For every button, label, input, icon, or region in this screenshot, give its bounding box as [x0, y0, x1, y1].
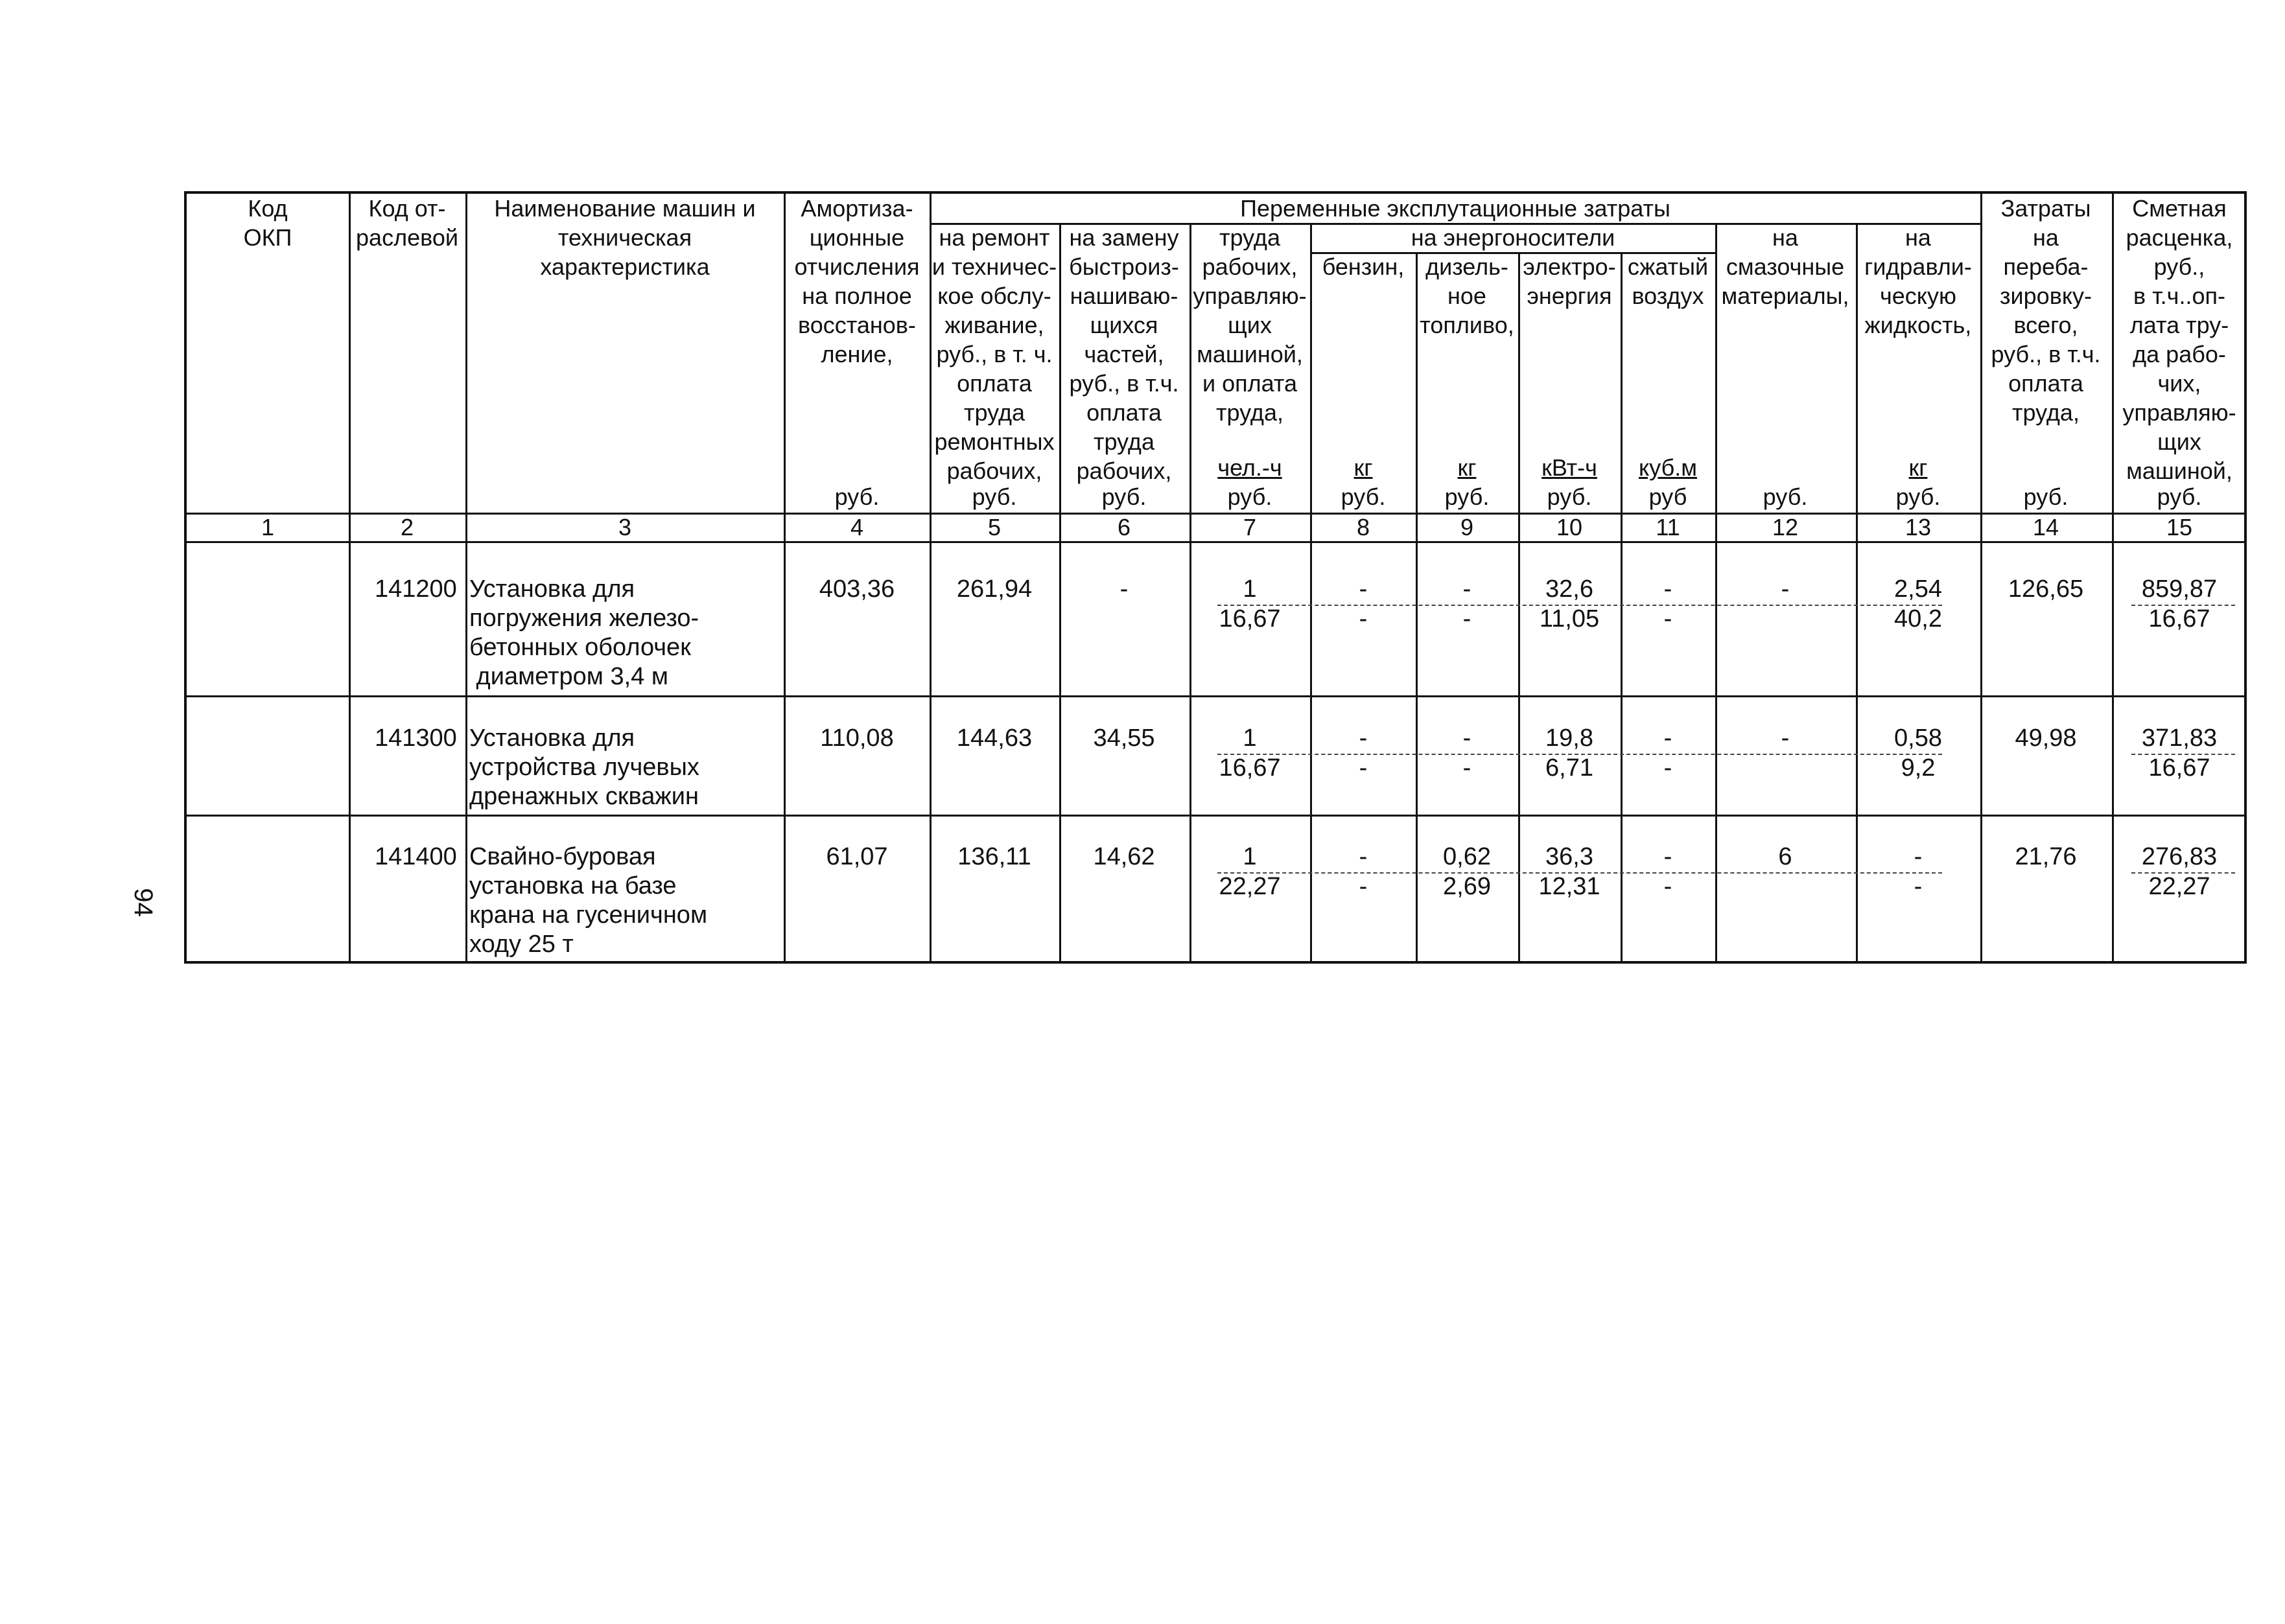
- header-hydraulic-unit: руб.: [1895, 483, 1941, 510]
- fraction-line: [1217, 605, 1942, 606]
- column-number: 11: [1656, 514, 1680, 540]
- row-diesel-kg: -: [1462, 725, 1471, 752]
- row-electricity-rub: 11,05: [1539, 605, 1600, 632]
- row-petrol-kg: -: [1359, 843, 1368, 870]
- row-petrol-kg: -: [1359, 725, 1368, 752]
- header-machine-name: Наименование машин и техническая характеристика: [494, 195, 756, 280]
- header-repair: на ремонт и техничес- кое обслу- живание, руб., в т. ч. оплата труда ремонтных рабочих,: [932, 224, 1057, 484]
- header-estimate-unit: руб.: [2157, 483, 2202, 510]
- column-number: 7: [1243, 514, 1257, 540]
- row-estimate-total: 276,83: [2141, 843, 2218, 870]
- row-electricity-kwh: 36,3: [1545, 843, 1593, 870]
- row-hydraulic-kg: -: [1914, 843, 1923, 870]
- header-labor-unit-top: чел.-ч: [1217, 454, 1282, 481]
- col-line: [930, 194, 932, 964]
- fraction-line: [1217, 754, 1942, 755]
- header-labor: труда рабочих, управляю- щих машиной, и оплата труда,: [1193, 224, 1307, 426]
- row-hydraulic-rub: 40,2: [1894, 605, 1942, 632]
- row-labor-rub: 16,67: [1219, 754, 1281, 782]
- row-estimate-labor: 22,27: [2148, 873, 2210, 900]
- row-transfer: 21,76: [2015, 843, 2077, 870]
- row-estimate-total: 859,87: [2141, 575, 2218, 603]
- column-number: 9: [1460, 514, 1474, 540]
- header-hydraulic-unit-top: кг: [1908, 454, 1928, 481]
- col-line: [465, 194, 467, 964]
- column-number: 6: [1117, 514, 1131, 540]
- row-lubricants: 6: [1778, 843, 1792, 870]
- header-okp: Код ОКП: [243, 195, 292, 251]
- row-electricity-rub: 12,31: [1538, 873, 1600, 900]
- header-parts: на замену быстроиз- нашиваю- щихся частей, руб., в т.ч. оплата труда рабочих,: [1069, 224, 1179, 484]
- row-hydraulic-rub: 9,2: [1901, 754, 1936, 782]
- header-electricity-unit: руб.: [1547, 483, 1592, 510]
- column-number: 3: [618, 514, 632, 540]
- row-petrol-rub: -: [1359, 605, 1368, 632]
- row-hydraulic-kg: 2,54: [1894, 575, 1942, 603]
- row-code: 141300: [375, 725, 457, 752]
- header-hydraulic: на гидравли- ческую жидкость,: [1864, 224, 1972, 338]
- row-estimate-total: 371,83: [2141, 725, 2218, 752]
- header-air-unit-top: куб.м: [1639, 454, 1697, 481]
- row-repair: 261,94: [956, 575, 1033, 603]
- col-line: [1416, 252, 1418, 964]
- fraction-line: [2131, 872, 2235, 874]
- col-line: [1980, 194, 1982, 964]
- row-transfer: 126,65: [2008, 575, 2084, 603]
- row-amortization: 403,36: [819, 575, 895, 603]
- row-repair: 136,11: [957, 843, 1031, 870]
- row-lubricants: -: [1781, 575, 1790, 603]
- row-air-rub: -: [1663, 605, 1672, 632]
- header-lubricants: на смазочные материалы,: [1721, 224, 1849, 309]
- header-branch-code: Код от- раслевой: [356, 195, 458, 251]
- numbers-bottom-line: [187, 541, 2247, 543]
- row-air-rub: -: [1663, 873, 1672, 900]
- col-line: [1518, 252, 1520, 964]
- column-number: 5: [987, 514, 1002, 540]
- row-petrol-rub: -: [1359, 873, 1368, 900]
- header-transfer-unit: руб.: [2023, 483, 2068, 510]
- row-hydraulic-kg: 0,58: [1894, 725, 1942, 752]
- row-diesel-rub: 2,69: [1443, 873, 1491, 900]
- fraction-line: [1217, 872, 1942, 874]
- row-diesel-kg: -: [1462, 575, 1471, 603]
- row-machine-name: Установка для погружения железо- бетонных оболочек диаметром 3,4 м: [469, 575, 699, 690]
- col-line: [1856, 223, 1858, 964]
- row-lubricants: -: [1781, 725, 1790, 752]
- row-air-m3: -: [1663, 575, 1672, 603]
- column-number: 4: [850, 514, 864, 540]
- row-air-m3: -: [1663, 725, 1672, 752]
- col-line: [1189, 223, 1191, 964]
- row-divider: [187, 815, 2247, 817]
- header-electricity: электро- энергия: [1523, 253, 1616, 309]
- header-labor-unit: руб.: [1227, 483, 1272, 510]
- column-number: 2: [400, 514, 414, 540]
- row-diesel-rub: -: [1462, 754, 1471, 782]
- row-transfer: 49,98: [2015, 725, 2077, 752]
- col-line: [1310, 223, 1312, 964]
- row-parts: -: [1119, 575, 1129, 603]
- row-machine-name: Установка для устройства лучевых дренажных скважин: [469, 725, 699, 810]
- col-line: [1059, 223, 1061, 964]
- col-line: [1715, 223, 1717, 964]
- header-air: сжатый воздух: [1627, 253, 1709, 309]
- column-number: 8: [1356, 514, 1370, 540]
- row-parts: 14,62: [1093, 843, 1155, 870]
- column-number: 1: [261, 514, 275, 540]
- header-petrol-unit: руб.: [1341, 483, 1386, 510]
- machine-cost-table: [184, 191, 2247, 964]
- col-line: [784, 194, 786, 964]
- header-electricity-unit-top: кВт-ч: [1541, 454, 1597, 481]
- fraction-line: [2131, 605, 2235, 606]
- row-hydraulic-rub: -: [1914, 873, 1923, 900]
- row-electricity-rub: 6,71: [1545, 754, 1593, 782]
- header-petrol-unit-top: кг: [1353, 454, 1373, 481]
- header-transfer: Затраты на переба- зировку- всего, руб., в т.ч. оплата труда,: [1991, 195, 2101, 426]
- row-electricity-kwh: 19,8: [1545, 725, 1593, 752]
- row-code: 141200: [375, 575, 457, 603]
- header-lubricants-unit: руб.: [1763, 483, 1808, 510]
- fraction-line: [2131, 754, 2235, 755]
- header-diesel: дизель- ное топливо,: [1420, 253, 1514, 338]
- row-estimate-labor: 16,67: [2148, 754, 2210, 782]
- header-estimate: Сметная расценка, руб., в т.ч..оп- лата тру- да рабо- чих, управляю- щих машиной,: [2122, 195, 2236, 484]
- row-labor-rub: 16,67: [1219, 605, 1281, 632]
- row-petrol-rub: -: [1359, 754, 1368, 782]
- header-amortization-unit: руб.: [834, 483, 880, 510]
- row-diesel-rub: -: [1462, 605, 1471, 632]
- row-petrol-kg: -: [1359, 575, 1368, 603]
- header-variable-costs: Переменные эксплутационные затраты: [1240, 195, 1670, 222]
- row-parts: 34,55: [1093, 725, 1155, 752]
- row-amortization: 61,07: [826, 843, 888, 870]
- header-bottom-line: [187, 513, 2247, 515]
- column-number: 15: [2166, 514, 2193, 540]
- row-air-m3: -: [1663, 843, 1672, 870]
- row-labor-hours: 1: [1243, 725, 1257, 752]
- row-amortization: 110,08: [820, 725, 894, 752]
- column-number: 13: [1904, 514, 1932, 540]
- header-amortization: Амортиза- ционные отчисления на полное восстанов- ление,: [794, 195, 920, 367]
- row-air-rub: -: [1663, 754, 1672, 782]
- row-estimate-labor: 16,67: [2148, 605, 2210, 632]
- row-machine-name: Свайно-буровая установка на базе крана на гусеничном ходу 25 т: [469, 843, 708, 958]
- column-number: 10: [1556, 514, 1583, 540]
- header-repair-unit: руб.: [972, 483, 1017, 510]
- row-divider: [187, 695, 2247, 697]
- row-electricity-kwh: 32,6: [1545, 575, 1593, 603]
- header-parts-unit: руб.: [1101, 483, 1147, 510]
- col-line: [2112, 194, 2114, 964]
- row-labor-hours: 1: [1243, 843, 1257, 870]
- header-petrol: бензин,: [1322, 253, 1405, 280]
- header-diesel-unit-top: кг: [1457, 454, 1477, 481]
- column-number: 14: [2032, 514, 2059, 540]
- row-repair: 144,63: [956, 725, 1033, 752]
- header-diesel-unit: руб.: [1444, 483, 1490, 510]
- col-line: [1621, 252, 1623, 964]
- column-number: 12: [1772, 514, 1799, 540]
- row-labor-hours: 1: [1243, 575, 1257, 603]
- col-line: [349, 194, 351, 964]
- row-code: 141400: [375, 843, 457, 870]
- page-number: 94: [128, 888, 158, 917]
- row-diesel-kg: 0,62: [1443, 843, 1491, 870]
- header-energy: на энергоносители: [1411, 224, 1615, 251]
- row-labor-rub: 22,27: [1219, 873, 1281, 900]
- header-air-unit: руб: [1648, 483, 1687, 510]
